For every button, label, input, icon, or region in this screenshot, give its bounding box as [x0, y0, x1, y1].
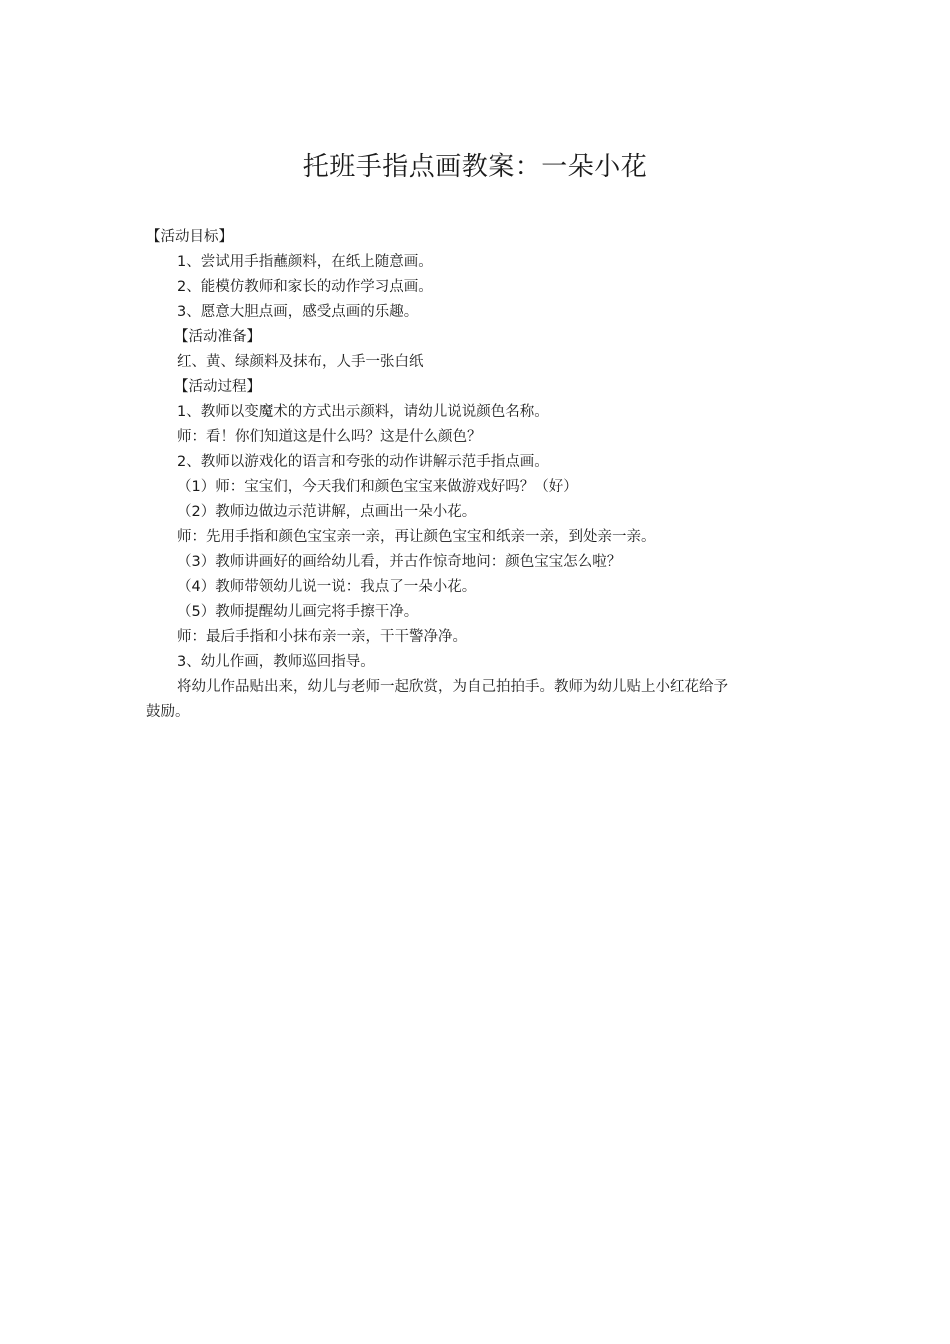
paragraph: 2、能模仿教师和家长的动作学习点画。 — [177, 279, 433, 295]
paragraph: （2）教师边做边示范讲解，点画出一朵小花。 — [177, 504, 477, 520]
document-title: 托班手指点画教案：一朵小花 — [302, 152, 648, 183]
paragraph: 3、幼儿作画，教师巡回指导。 — [177, 654, 375, 670]
paragraph: 将幼儿作品贴出来，幼儿与老师一起欣赏，为自己拍拍手。教师为幼儿贴上小红花给予 — [177, 679, 728, 695]
document-body — [146, 225, 816, 725]
paragraph: （5）教师提醒幼儿画完将手擦干净。 — [177, 604, 419, 620]
paragraph: （3）教师讲画好的画给幼儿看，并古作惊奇地问：颜色宝宝怎么啦？ — [177, 554, 622, 570]
paragraph: 3、愿意大胆点画，感受点画的乐趣。 — [177, 304, 419, 320]
paragraph: 2、教师以游戏化的语言和夸张的动作讲解示范手指点画。 — [177, 454, 549, 470]
paragraph: （1）师：宝宝们，今天我们和颜色宝宝来做游戏好吗？（好） — [177, 479, 578, 495]
paragraph: 鼓励。 — [146, 704, 190, 720]
section-heading-process: 【活动过程】 — [174, 379, 261, 395]
paragraph: 师：先用手指和颜色宝宝亲一亲，再让颜色宝宝和纸亲一亲，到处亲一亲。 — [177, 529, 656, 545]
paragraph: 红、黄、绿颜料及抹布，人手一张白纸 — [177, 354, 424, 370]
section-heading-preparation: 【活动准备】 — [174, 329, 261, 345]
paragraph: 师：看！你们知道这是什么吗？这是什么颜色？ — [177, 429, 482, 445]
paragraph: 1、尝试用手指蘸颜料，在纸上随意画。 — [177, 254, 433, 270]
paragraph: 师：最后手指和小抹布亲一亲，干干警净净。 — [177, 629, 467, 645]
paragraph: 1、教师以变魔术的方式出示颜料，请幼儿说说颜色名称。 — [177, 404, 549, 420]
section-heading-goals: 【活动目标】 — [146, 229, 233, 245]
paragraph: （4）教师带领幼儿说一说：我点了一朵小花。 — [177, 579, 477, 595]
